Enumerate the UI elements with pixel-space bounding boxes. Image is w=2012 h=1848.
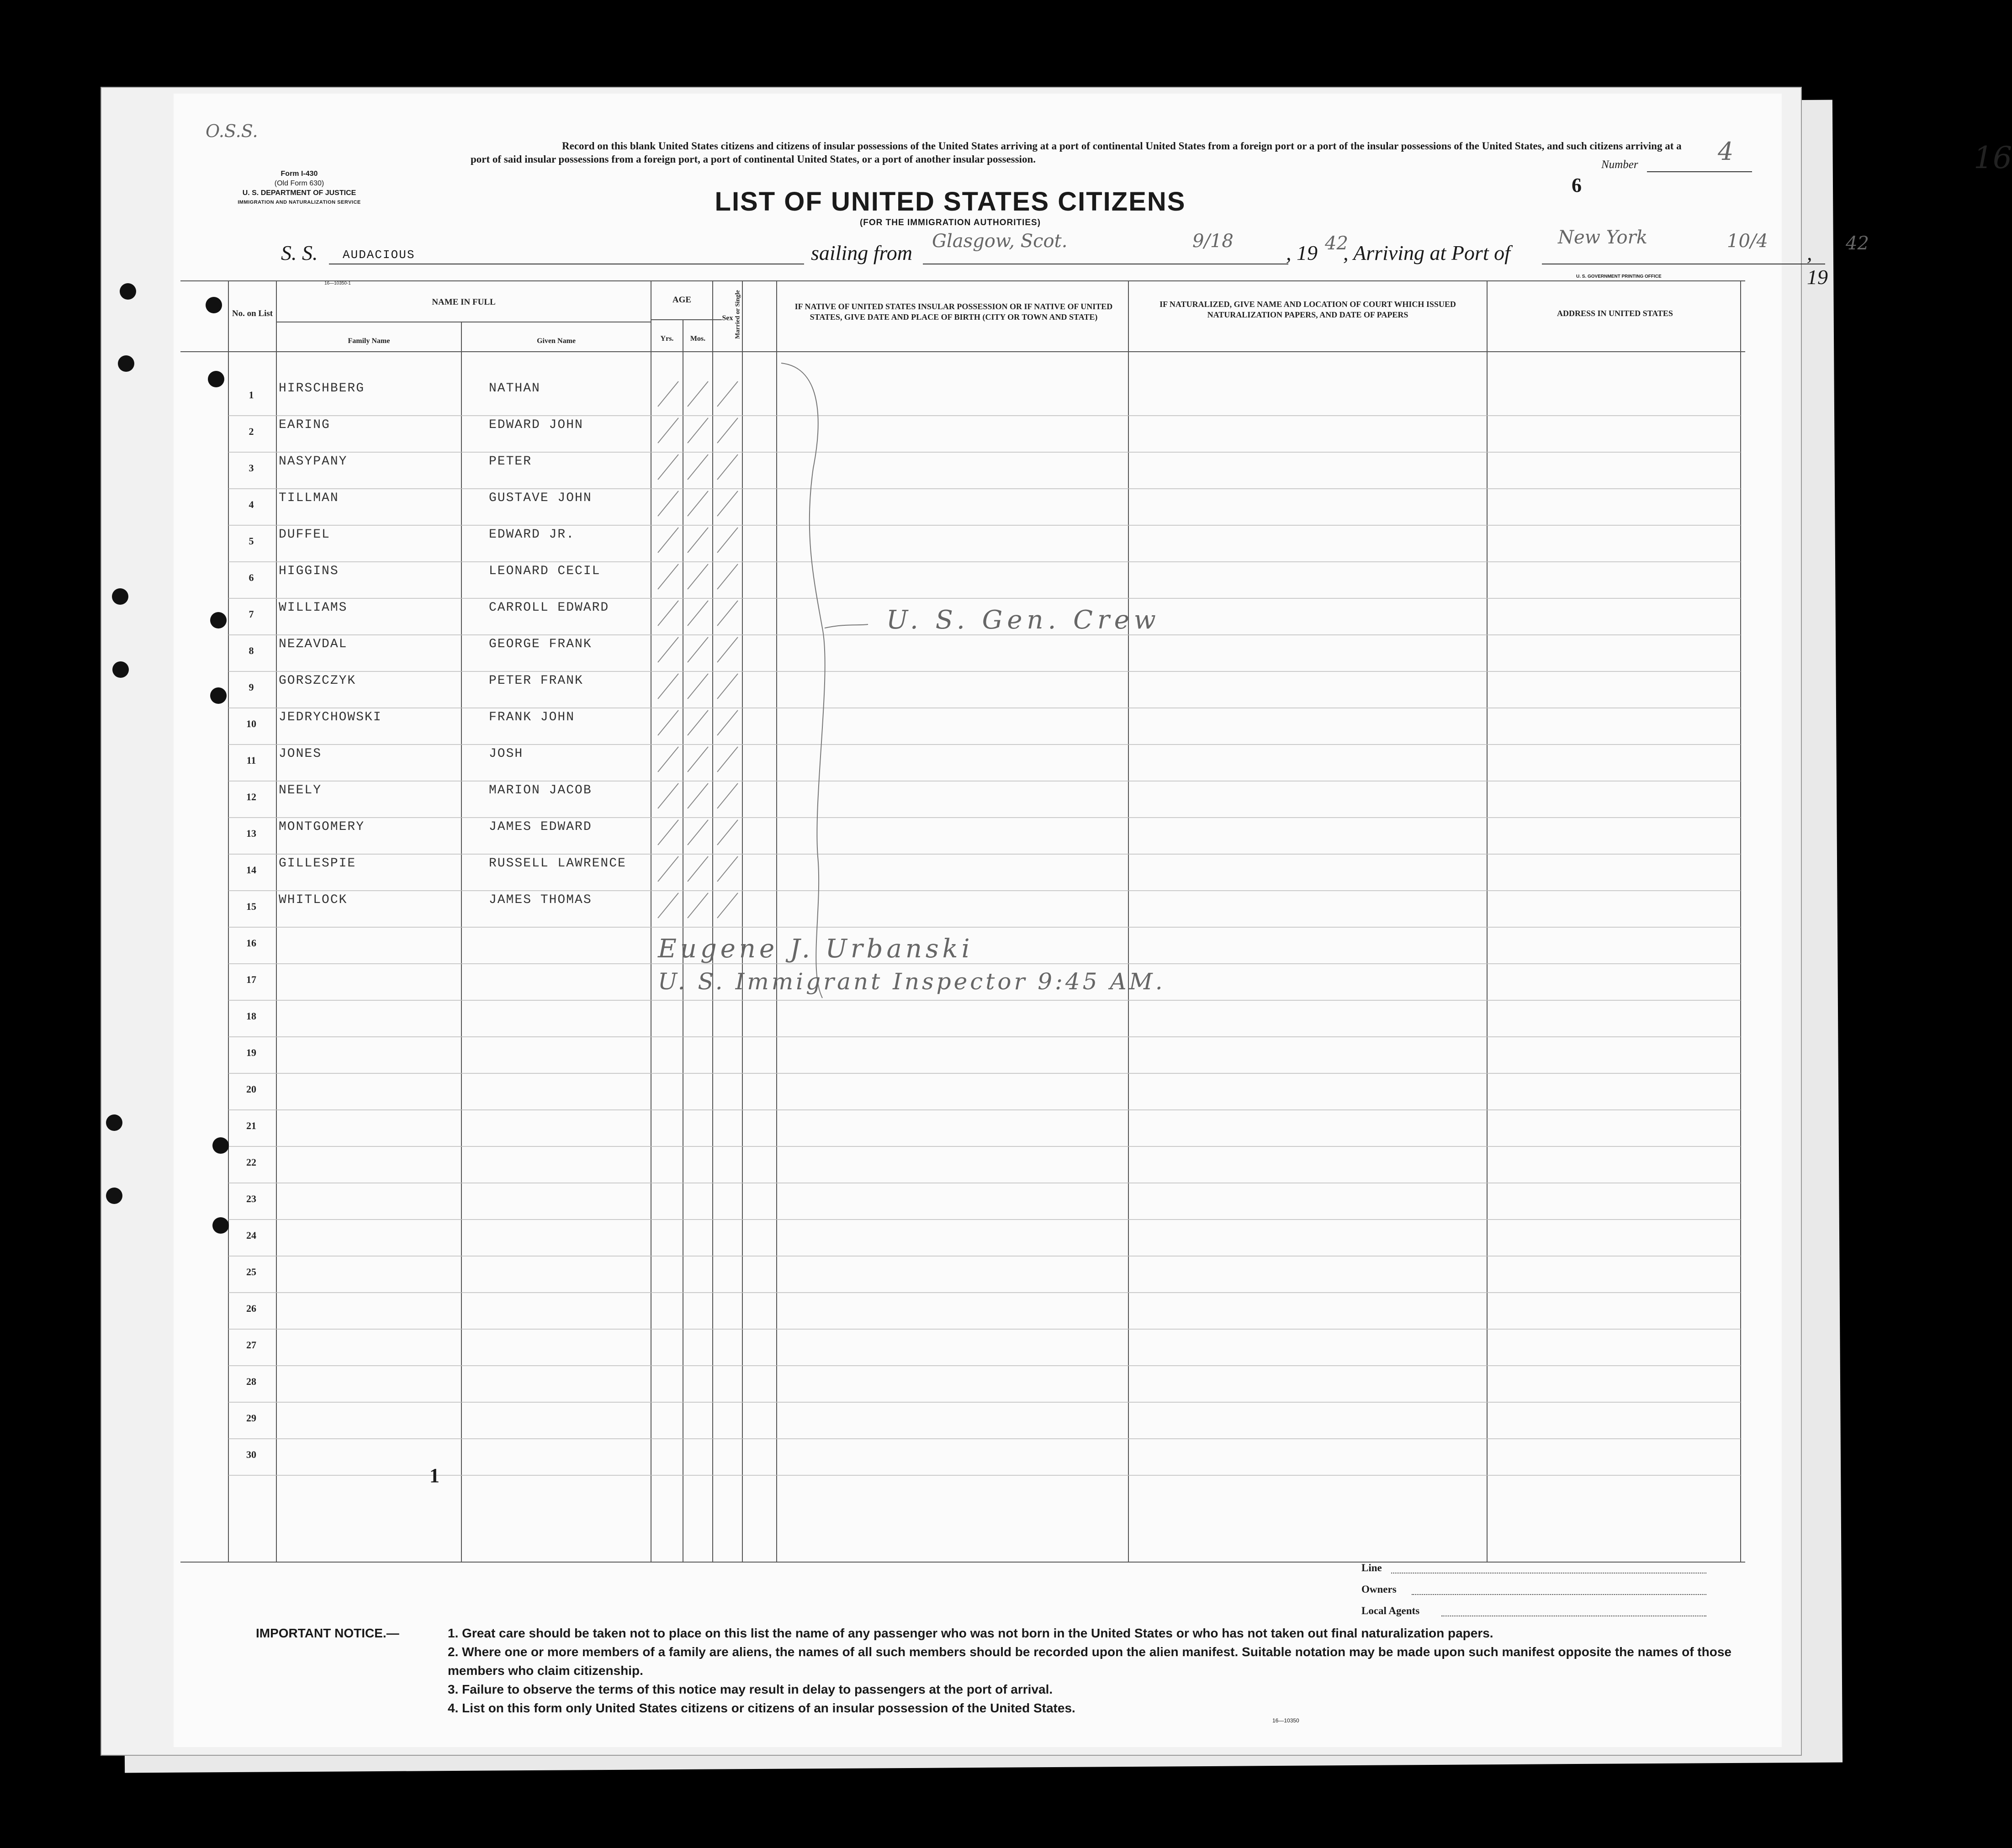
ditto-mark — [658, 820, 678, 845]
native-note: U. S. Gen. Crew — [886, 605, 1160, 635]
local-agents-label: Local Agents — [1361, 1605, 1420, 1616]
arrival-date: 10/4 — [1727, 231, 1768, 252]
punch-hole — [212, 1217, 229, 1234]
family-name: NEZAVDAL — [279, 637, 348, 651]
ditto-mark — [717, 674, 738, 699]
ditto-mark — [688, 491, 708, 516]
family-name: NASYPANY — [279, 454, 348, 469]
ss-label: S. S. — [281, 241, 318, 264]
column-header-naturalized: IF NATURALIZED, GIVE NAME AND LOCATION OF COURT WHICH ISSUED NATURALIZATION PAPERS, AND DATE OF PAPERS — [1160, 300, 1456, 319]
family-name: GILLESPIE — [279, 856, 356, 871]
ditto-mark — [688, 601, 708, 626]
row-number: 6 — [249, 572, 254, 583]
sailing-date: 9/18 — [1192, 231, 1234, 252]
column-header-yrs: Yrs. — [660, 335, 674, 343]
given-name: JAMES THOMAS — [489, 893, 592, 907]
punch-hole — [118, 355, 134, 372]
arrival-year-prefix: , 19 — [1807, 241, 1828, 289]
punch-hole — [210, 612, 227, 628]
column-header-native: IF NATIVE OF UNITED STATES INSULAR POSSESSION OR IF NATIVE OF UNITED STATES, GIVE DATE AND PLACE OF BIRTH (CITY OR TOWN AND STATE) — [794, 302, 1113, 322]
ditto-mark — [717, 820, 738, 845]
bottom-count: 1 — [429, 1464, 439, 1487]
ditto-mark — [717, 491, 738, 516]
ditto-mark — [688, 418, 708, 443]
row-number: 29 — [246, 1412, 256, 1424]
family-name: JEDRYCHOWSKI — [279, 710, 382, 724]
owners-label: Owners — [1361, 1584, 1397, 1595]
handwritten-bracket — [781, 363, 868, 998]
row-number: 23 — [246, 1193, 256, 1204]
given-name: EDWARD JR. — [489, 528, 575, 542]
ditto-mark — [658, 564, 678, 589]
inspector-title: U. S. Immigrant Inspector 9:45 AM. — [658, 968, 1165, 995]
form-instructions: Record on this blank United States citizens and citizens of insular possessions of the United States arriving at a port of continental United States from a foreign port or a port of the insular possessions of the United States, and such citizens arriving at a port of said insular possessions from a foreign port, a port of continental United States, or a port of another insular possession. — [471, 140, 1682, 165]
ditto-mark — [688, 747, 708, 772]
page-title: LIST OF UNITED STATES CITIZENS — [715, 187, 1186, 216]
given-name: JOSH — [489, 747, 524, 761]
column-header-sex: Sex — [722, 314, 733, 322]
column-header-family-name: Family Name — [348, 337, 390, 345]
given-name: JAMES EDWARD — [489, 820, 592, 834]
column-header-given-name: Given Name — [537, 337, 576, 345]
column-header-mos: Mos. — [690, 335, 706, 343]
ditto-mark — [658, 710, 678, 735]
given-name: GEORGE FRANK — [489, 637, 592, 651]
ditto-mark — [688, 381, 708, 407]
ditto-mark — [717, 710, 738, 735]
row-number: 2 — [249, 426, 254, 437]
ditto-mark — [658, 856, 678, 882]
number-label: Number — [1601, 158, 1638, 171]
row-number: 9 — [249, 681, 254, 693]
row-number: 13 — [246, 828, 256, 839]
row-number: 21 — [246, 1120, 256, 1131]
old-form-number: (Old Form 630) — [274, 180, 324, 187]
row-number: 27 — [246, 1339, 256, 1351]
ditto-mark — [688, 528, 708, 553]
from-port: Glasgow, Scot. — [932, 231, 1068, 252]
ditto-mark — [688, 564, 708, 589]
ditto-mark — [688, 820, 708, 845]
ditto-mark — [658, 637, 678, 662]
notice-item-1: 1. Great care should be taken not to place on this list the name of any passenger who was not born in the United States or who has not taken out final naturalization papers. — [448, 1626, 1493, 1640]
ditto-mark — [658, 747, 678, 772]
row-number: 3 — [249, 462, 254, 474]
ditto-mark — [658, 491, 678, 516]
ditto-mark — [717, 747, 738, 772]
ditto-mark — [688, 454, 708, 480]
form-code: 16—10350 — [1272, 1717, 1299, 1724]
given-name: EDWARD JOHN — [489, 418, 583, 432]
ditto-mark — [658, 893, 678, 918]
line-label: Line — [1361, 1562, 1382, 1573]
ditto-mark — [658, 674, 678, 699]
ditto-mark — [688, 674, 708, 699]
column-header-age: AGE — [672, 295, 692, 305]
family-name: MONTGOMERY — [279, 820, 365, 834]
row-number: 7 — [249, 608, 254, 620]
given-name: CARROLL EDWARD — [489, 601, 609, 615]
ditto-mark — [717, 528, 738, 553]
row-number: 25 — [246, 1266, 256, 1278]
ditto-mark — [688, 637, 708, 662]
row-number: 24 — [246, 1230, 256, 1241]
row-number: 5 — [249, 535, 254, 547]
notice-item-4: 4. List on this form only United States citizens or citizens of an insular possession of the United States. — [448, 1701, 1075, 1715]
punch-hole — [106, 1188, 122, 1204]
family-name: GORSZCZYK — [279, 674, 356, 688]
punch-hole — [212, 1137, 229, 1154]
column-header-no: No. on List — [232, 309, 273, 318]
printing-office: U. S. GOVERNMENT PRINTING OFFICE — [1576, 274, 1662, 279]
given-name: FRANK JOHN — [489, 710, 575, 724]
given-name: PETER — [489, 454, 532, 469]
row-number: 17 — [246, 974, 256, 985]
sailing-label: sailing from — [811, 241, 912, 264]
ditto-mark — [658, 381, 678, 407]
sailing-year: 42 — [1325, 233, 1348, 254]
family-name: TILLMAN — [279, 491, 339, 505]
row-number: 19 — [246, 1047, 256, 1058]
top-annotation: O.S.S. — [206, 121, 258, 141]
service-name: IMMIGRATION AND NATURALIZATION SERVICE — [238, 200, 361, 205]
punch-hole — [112, 588, 128, 605]
row-number: 26 — [246, 1303, 256, 1314]
family-name: HIGGINS — [279, 564, 339, 578]
ditto-mark — [658, 601, 678, 626]
ditto-mark — [717, 454, 738, 480]
family-name: NEELY — [279, 783, 322, 797]
given-name: NATHAN — [489, 381, 540, 396]
ditto-mark — [717, 564, 738, 589]
row-number: 18 — [246, 1010, 256, 1022]
row-number: 8 — [249, 645, 254, 656]
ditto-mark — [688, 783, 708, 808]
row-number: 10 — [246, 718, 256, 729]
ditto-mark — [717, 601, 738, 626]
row-number: 22 — [246, 1156, 256, 1168]
column-header-name-in-full: NAME IN FULL — [432, 297, 496, 307]
ditto-mark — [688, 856, 708, 882]
given-name: RUSSELL LAWRENCE — [489, 856, 626, 871]
ditto-mark — [688, 710, 708, 735]
arrival-year: 42 — [1846, 233, 1869, 254]
ditto-mark — [658, 418, 678, 443]
arriving-label: , Arriving at Port of — [1343, 241, 1510, 264]
page-subtitle: (FOR THE IMMIGRATION AUTHORITIES) — [859, 218, 1041, 227]
family-name: JONES — [279, 747, 322, 761]
punch-hole — [210, 687, 227, 704]
department-name: U. S. DEPARTMENT OF JUSTICE — [242, 189, 356, 197]
owners-field — [1412, 1594, 1706, 1595]
ditto-mark — [658, 454, 678, 480]
given-name: MARION JACOB — [489, 783, 592, 797]
family-name: WHITLOCK — [279, 893, 348, 907]
sailing-year-prefix: , 19 — [1286, 241, 1318, 264]
sheet-mark: 6 — [1572, 174, 1582, 196]
given-name: LEONARD CECIL — [489, 564, 601, 578]
punch-hole — [120, 283, 136, 300]
number-value: 4 — [1718, 137, 1734, 166]
ditto-mark — [717, 637, 738, 662]
column-header-address: ADDRESS IN UNITED STATES — [1557, 309, 1673, 318]
notice-item-3: 3. Failure to observe the terms of this notice may result in delay to passengers at the port of arrival. — [448, 1682, 1053, 1696]
family-name: HIRSCHBERG — [279, 381, 365, 396]
column-header-married: Married or Single — [734, 290, 741, 339]
notice-item-2: 2. Where one or more members of a family are aliens, the names of all such members should be recorded upon the alien manifest. Suitable notation may be made upon such manifest opposite the names of those members who claim citizenship. — [448, 1645, 1731, 1678]
ditto-mark — [688, 893, 708, 918]
punch-hole — [208, 371, 224, 387]
row-number: 11 — [246, 755, 256, 766]
row-number: 14 — [246, 864, 256, 876]
given-name: GUSTAVE JOHN — [489, 491, 592, 505]
ditto-mark — [717, 381, 738, 407]
family-name: EARING — [279, 418, 330, 432]
row-number: 16 — [246, 937, 256, 949]
row-number: 28 — [246, 1376, 256, 1387]
ship-name: AUDACIOUS — [343, 248, 415, 262]
row-number: 20 — [246, 1083, 256, 1095]
manifest-page — [174, 94, 2012, 1747]
row-number: 4 — [249, 499, 254, 510]
ditto-mark — [658, 783, 678, 808]
ditto-mark — [717, 856, 738, 882]
row-number: 30 — [246, 1449, 256, 1460]
ditto-mark — [658, 528, 678, 553]
corner-mark: 16 — [1974, 140, 2012, 175]
punch-hole — [106, 1114, 122, 1131]
ditto-mark — [717, 783, 738, 808]
punch-hole — [112, 661, 129, 678]
row-number: 12 — [246, 791, 256, 803]
family-name: WILLIAMS — [279, 601, 348, 615]
notice-heading: IMPORTANT NOTICE.— — [256, 1626, 399, 1640]
given-name: PETER FRANK — [489, 674, 583, 688]
punch-hole — [206, 297, 222, 313]
arrival-port: New York — [1558, 227, 1647, 248]
form-number: Form I-430 — [281, 170, 318, 178]
ditto-mark — [717, 418, 738, 443]
ditto-mark — [717, 893, 738, 918]
row-number: 15 — [246, 901, 256, 912]
inspector-signature: Eugene J. Urbanski — [658, 934, 974, 964]
family-name: DUFFEL — [279, 528, 330, 542]
print-code: 16—10350-1 — [324, 281, 351, 286]
row-number: 1 — [249, 389, 254, 401]
